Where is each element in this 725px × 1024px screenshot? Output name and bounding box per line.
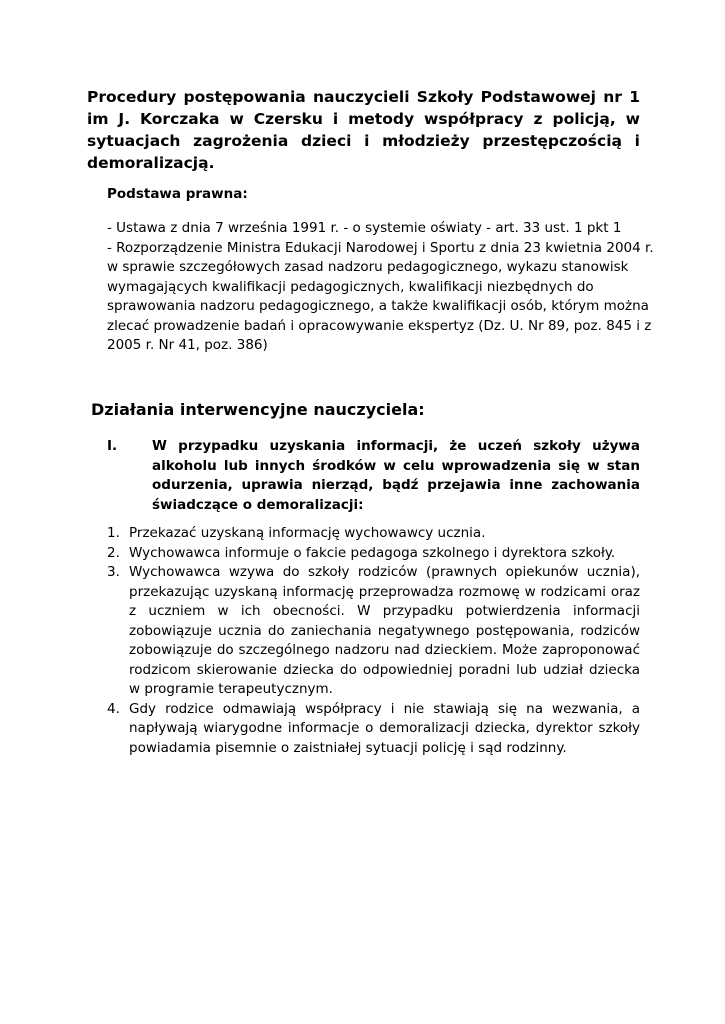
- list-item-number: 1.: [107, 525, 120, 541]
- subsection-marker: I.: [107, 438, 118, 454]
- list-item-text: Przekazać uzyskaną informację wychowawcy ucznia.: [129, 525, 486, 541]
- legal-basis-line: zlecać prowadzenie badań i opracowywanie ekspertyz (Dz. U. Nr 89, poz. 845 i z: [107, 317, 652, 334]
- legal-basis-line: w sprawie szczegółowych zasad nadzoru pedagogicznego, wykazu stanowisk: [107, 259, 629, 275]
- section-heading: Działania interwencyjne nauczyciela:: [91, 400, 425, 419]
- list-item-text: Gdy rodzice odmawiają współpracy i nie stawiają się na wezwania, a napływają wiarygodne informacje o demoralizacji dziecka, dyrektor szkoły powiadamia pisemnie o zaistniałej sytuacji policję i sąd rodzinny.: [129, 700, 640, 756]
- list-item-text: Wychowawca informuje o fakcie pedagoga szkolnego i dyrektora szkoły.: [129, 544, 616, 561]
- subsection-text: W przypadku uzyskania informacji, że uczeń szkoły używa alkoholu lub innych środków w celu wprowadzenia się w stan odurzenia, uprawia nierząd, bądź przejawia inne zachowania świadczące o demoralizacji:: [152, 438, 640, 513]
- list-item-number: 2.: [107, 544, 120, 561]
- list-item: [107, 700, 640, 759]
- legal-basis-line: - Rozporządzenie Ministra Edukacji Narodowej i Sportu z dnia 23 kwietnia 2004 r.: [107, 239, 654, 256]
- list-item-number: 4.: [107, 700, 120, 717]
- legal-basis-line: - Ustawa z dnia 7 września 1991 r. - o systemie oświaty - art. 33 ust. 1 pkt 1: [107, 220, 622, 236]
- list-item-number: 3.: [107, 564, 120, 580]
- legal-basis-heading: Podstawa prawna:: [107, 186, 248, 202]
- document-title: Procedury postępowania nauczycieli Szkoły Podstawowej nr 1 im J. Korczaka w Czersku i metody współpracy z policją, w sytuacjach zagrożenia dzieci i młodzieży przestępczością i demoralizacją.: [87, 88, 640, 172]
- legal-basis-text: [107, 219, 654, 356]
- legal-basis-line: wymagających kwalifikacji pedagogicznych, kwalifikacji niezbędnych do: [107, 278, 594, 295]
- legal-basis-line: sprawowania nadzoru pedagogicznego, a także kwalifikacji osób, którym można: [107, 298, 649, 314]
- legal-basis-line: 2005 r. Nr 41, poz. 386): [107, 337, 268, 353]
- list-item: [107, 563, 640, 700]
- list-item: [107, 544, 640, 564]
- list-item-text: Wychowawca wzywa do szkoły rodziców (prawnych opiekunów ucznia), przekazując uzyskaną informację przeprowadza rozmowę w rodzicami oraz z uczniem w ich obecności. W przypadku potwierdzenia informacji zobowiązuje ucznia do zaniechania negatywnego postępowania, rodziców zobowiązuje do szczególnego nadzoru nad dzieckiem. Może zaproponować rodzicom skierowanie dziecka do odpowiedniej poradni lub udział dziecka w programie terapeutycznym.: [129, 564, 640, 697]
- list-item: [107, 524, 640, 544]
- procedure-list: [107, 524, 640, 758]
